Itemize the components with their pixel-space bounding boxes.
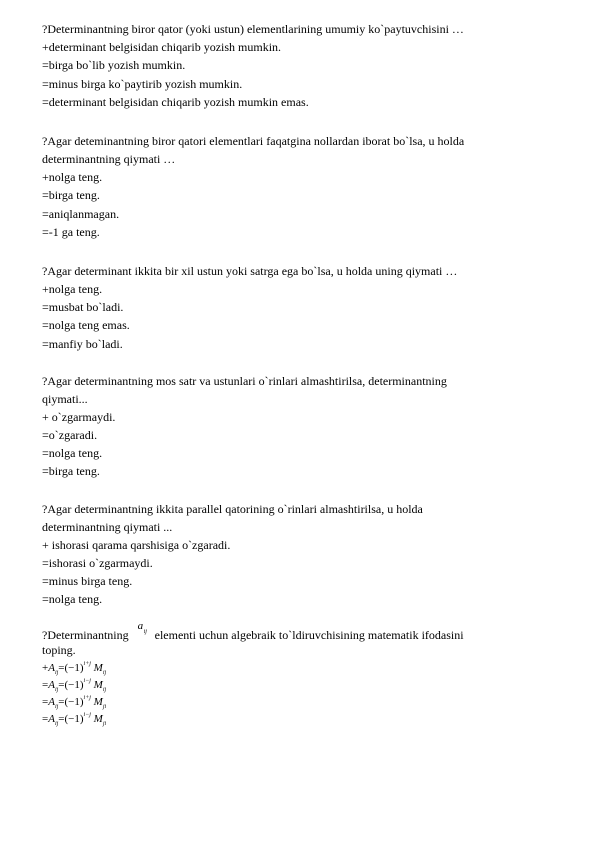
q6-option: $=A_{ij}=(-1)^{i-j}$ $M_{ij}$ [42, 678, 107, 693]
q6-question-end: elementi uchun algebraik to`ldiruvchisining matematik ifodasini [154, 628, 464, 642]
q1-question: ?Determinantning biror qator (yoki ustun) elementlarining umumiy ko`paytuvchisini … [42, 22, 464, 36]
q2-option: =-1 ga teng. [42, 225, 100, 239]
q4-question-cont: qiymati... [42, 392, 88, 406]
q6-question-start: ?Determinantning [42, 628, 129, 642]
q6-question [42, 620, 464, 643]
q4-answer-correct: + o`zgarmaydi. [42, 410, 116, 424]
q3-answer-correct: +nolga teng. [42, 282, 103, 296]
q2-question-cont: determinantning qiymati … [42, 152, 176, 166]
q2-answer-correct: +nolga teng. [42, 170, 103, 184]
q5-option: =minus birga teng. [42, 574, 133, 588]
q5-question-cont: determinantning qiymati ... [42, 520, 173, 534]
q4-option: =birga teng. [42, 464, 100, 478]
q1-option: =minus birga ko`paytirib yozish mumkin. [42, 77, 243, 91]
q1-answer-correct: +determinant belgisidan chiqarib yozish mumkin. [42, 40, 282, 54]
q2-option: =aniqlanmagan. [42, 207, 120, 221]
q2-question: ?Agar deteminantning biror qatori elementlari faqatgina nollardan iborat bo`lsa, u holda [42, 134, 465, 148]
q1-option: =birga bo`lib yozish mumkin. [42, 58, 186, 72]
q3-option: =nolga teng emas. [42, 318, 130, 332]
q6-option: $=A_{ij}=(-1)^{i+j}$ $M_{ji}$ [42, 695, 107, 710]
q6-answer-correct: $+A_{ij}=(-1)^{i+j}$ $M_{ij}$ [42, 661, 107, 676]
q5-answer-correct: + ishorasi qarama qarshisiga o`zgaradi. [42, 538, 231, 552]
q2-option: =birga teng. [42, 188, 100, 202]
q5-option: =nolga teng. [42, 592, 103, 606]
q1-option: =determinant belgisidan chiqarib yozish mumkin emas. [42, 95, 309, 109]
q4-option: =nolga teng. [42, 446, 103, 460]
q3-question: ?Agar determinant ikkita bir xil ustun yoki satrga ega bo`lsa, u holda uning qiymati … [42, 264, 458, 278]
q3-option: =musbat bo`ladi. [42, 300, 124, 314]
q5-question: ?Agar determinantning ikkita parallel qatorining o`rinlari almashtirilsa, u holda [42, 502, 423, 516]
q4-option: =o`zgaradi. [42, 428, 98, 442]
q3-option: =manfiy bo`ladi. [42, 337, 123, 351]
q6-option: $=A_{ij}=(-1)^{i-j}$ $M_{ji}$ [42, 712, 107, 727]
q5-option: =ishorasi o`zgarmaydi. [42, 556, 153, 570]
q6-question-cont: toping. [42, 643, 76, 657]
aij-symbol: a ij [137, 620, 147, 635]
q4-question: ?Agar determinantning mos satr va ustunlari o`rinlari almashtirilsa, determinantning [42, 374, 447, 388]
